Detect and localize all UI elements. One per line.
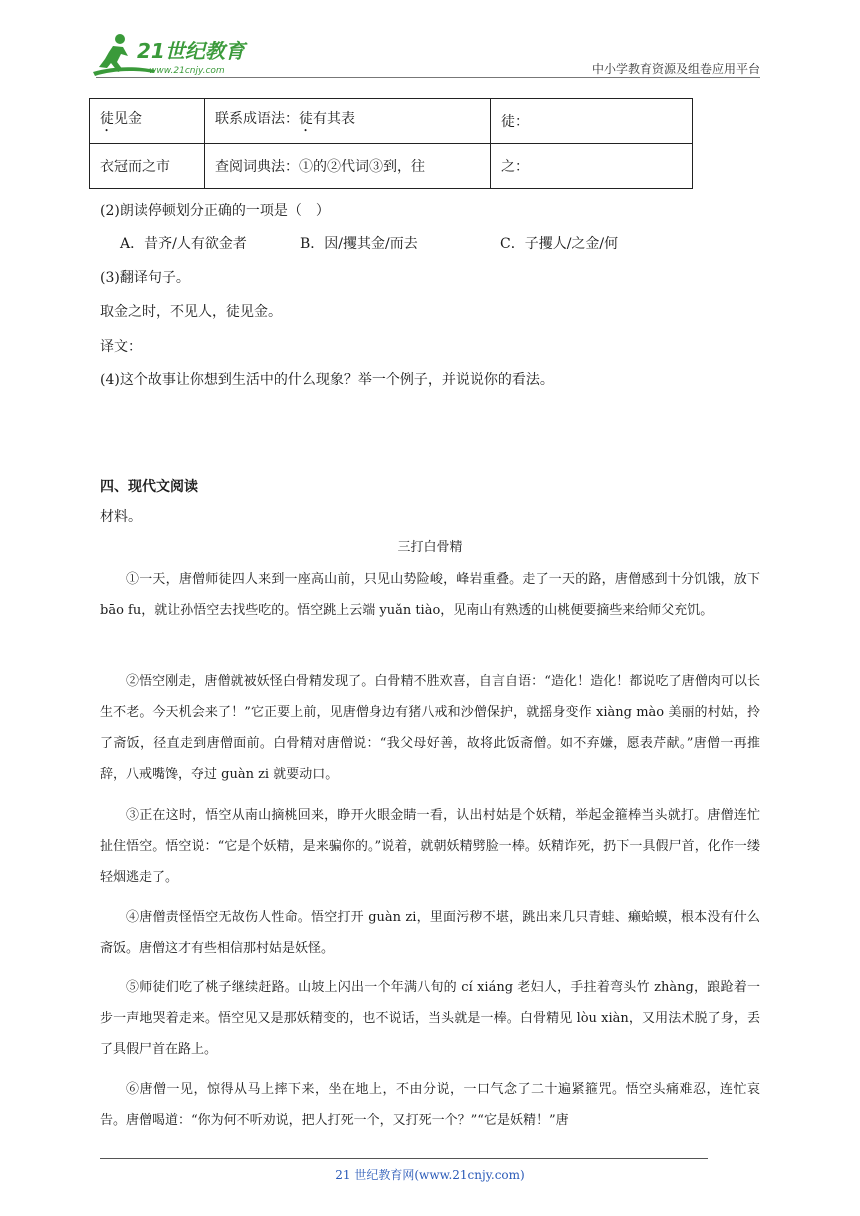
- answer-label: 译文：: [100, 339, 142, 355]
- option-a: A．昔齐/人有欲金者: [120, 236, 247, 252]
- question-4: (4)这个故事让你想到生活中的什么现象？举一个例子，并说说你的看法。: [100, 372, 554, 388]
- material-label: 材料。: [100, 509, 142, 525]
- paragraph-4: ④唐僧责怪悟空无故伤人性命。悟空打开 guàn zi，里面污秽不堪，跳出来几只青蛙、癞蛤蟆，根本没有什么斋饭。唐僧这才有些相信那村姑是妖怪。: [100, 910, 760, 956]
- paragraph-2: ②悟空刚走，唐僧就被妖怪白骨精发现了。白骨精不胜欢喜，自言自语：“造化！造化！都说吃了唐僧肉可以长生不老。今天机会来了！”它正要上前，见唐僧身边有猪八戒和沙僧保护，就摇身变作 xiàng mào 美丽的村姑，拎了斋饭，径直走到唐僧面前。白骨精对唐僧说：“我父母好善，故将此饭斋僧。如不弃嫌，愿表芹献。”唐僧一再推辞，八戒嘴馋，夺过 guàn zi 就要动口。: [100, 674, 760, 782]
- question-2: (2)朗读停顿划分正确的一项是（ ）: [100, 203, 330, 219]
- table-cell-method: 查阅词典法：①的②代词③到，往: [205, 144, 491, 189]
- header-divider: [96, 77, 760, 78]
- logo-url: www.21cnjy.com: [149, 66, 225, 76]
- question-3: (3)翻译句子。: [100, 270, 190, 286]
- paragraph-3: ③正在这时，悟空从南山摘桃回来，睁开火眼金睛一看，认出村姑是个妖精，举起金箍棒当头就打。唐僧连忙扯住悟空。悟空说：“它是个妖精，是来骗你的。”说着，就朝妖精劈脸一棒。妖精诈死，扔下一具假尸首，化作一缕轻烟逃走了。: [100, 808, 760, 885]
- vocab-table: [89, 98, 693, 189]
- table-cell-method: 联系成语法：徒有其表: [205, 99, 491, 144]
- table-cell-answer: 之：: [491, 144, 693, 189]
- paragraph-5: ⑤师徒们吃了桃子继续赶路。山坡上闪出一个年满八旬的 cí xiáng 老妇人，手拄着弯头竹 zhàng，踉跄着一步一声地哭着走来。悟空见又是那妖精变的，也不说话，当头就是一棒。白骨精见 lòu xiàn，又用法术脱了身，丢了具假尸首在路上。: [100, 980, 760, 1057]
- table-row: [90, 144, 693, 189]
- section-title: 四、现代文阅读: [100, 479, 198, 495]
- option-b: B．因/攫其金/而去: [300, 236, 418, 252]
- table-cell-answer: 徒：: [491, 99, 693, 144]
- table-cell-word: 徒见金: [90, 99, 205, 144]
- article-title: 三打白骨精: [397, 540, 463, 555]
- page-header: [0, 0, 860, 80]
- question-3-sentence: 取金之时，不见人，徒见金。: [100, 304, 282, 320]
- paragraph-1: ①一天，唐僧师徒四人来到一座高山前，只见山势险峻，峰岩重叠。走了一天的路，唐僧感到十分饥饿，放下 bāo fu，就让孙悟空去找些吃的。悟空跳上云端 yuǎn tiào，见南山有熟透的山桃便要摘些来给师父充饥。: [100, 572, 760, 618]
- paragraph-6: ⑥唐僧一见，惊得从马上摔下来，坐在地上，不由分说，一口气念了二十遍紧箍咒。悟空头痛难忍，连忙哀告。唐僧喝道：“你为何不听劝说，把人打死一个，又打死一个？”“它是妖精！”唐: [100, 1082, 760, 1128]
- platform-label: 中小学教育资源及组卷应用平台: [591, 62, 760, 76]
- table-cell-word: 衣冠而之市: [90, 144, 205, 189]
- table-row: [90, 99, 693, 144]
- footer-divider: [100, 1158, 708, 1159]
- option-c: C．子攫人/之金/何: [500, 236, 619, 252]
- logo-text: 21世纪教育: [137, 39, 245, 63]
- footer-text: 21 世纪教育网(www.21cnjy.com): [335, 1168, 525, 1182]
- logo-icon: [93, 32, 263, 80]
